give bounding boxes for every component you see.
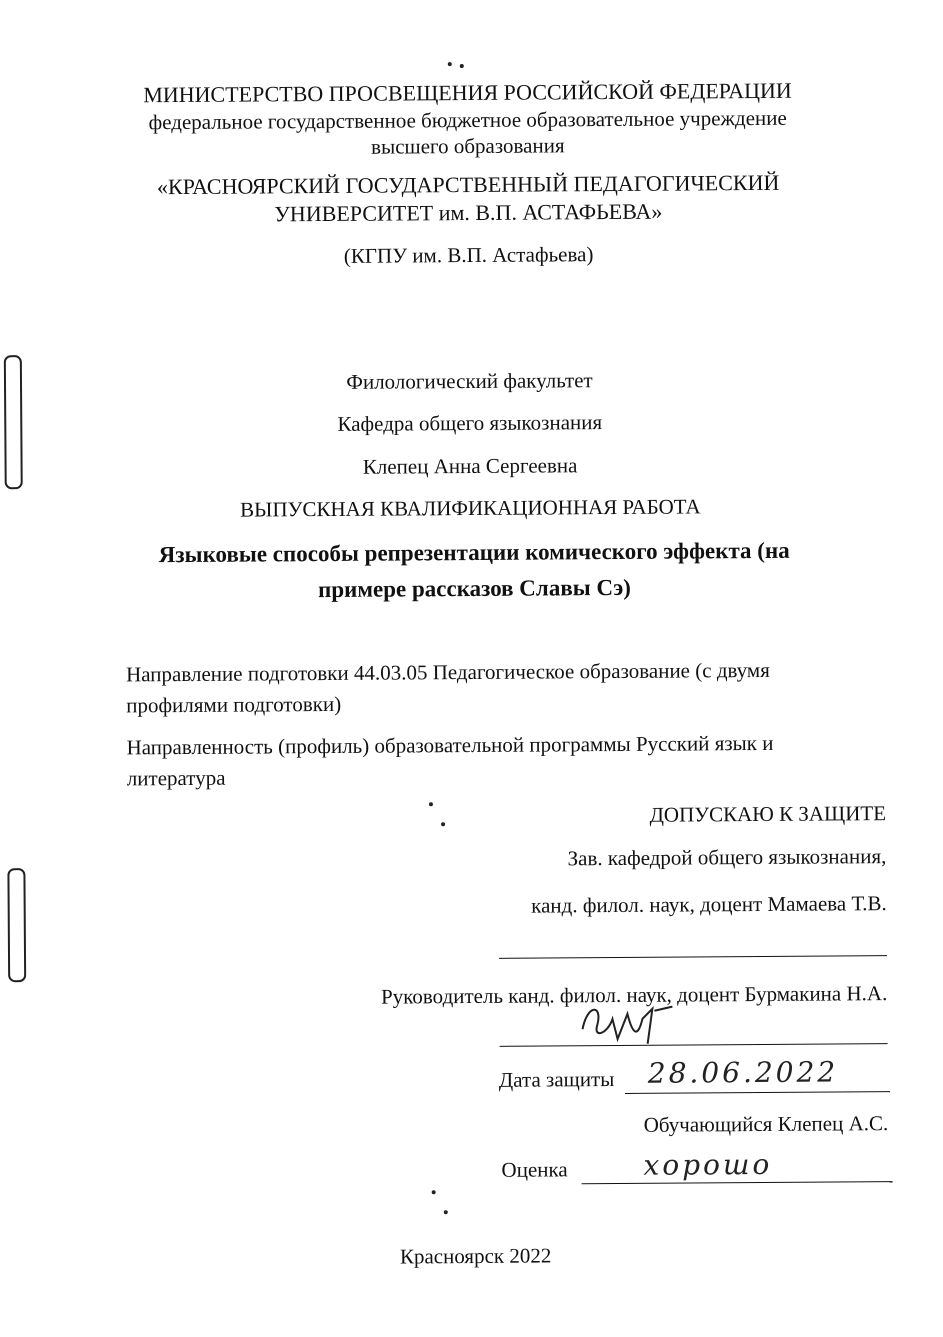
scan-dot xyxy=(444,1210,448,1214)
university-name-1: «КРАСНОЯРСКИЙ ГОСУДАРСТВЕННЫЙ ПЕДАГОГИЧЕСКИЙ xyxy=(156,169,780,200)
scan-dot xyxy=(432,1190,436,1194)
direction: Направление подготовки 44.03.05 Педагогическое образование (с двумя профилями подготовки) xyxy=(125,657,770,718)
defense-date: 28.06.2022 xyxy=(647,1055,839,1090)
binder-hole-mark xyxy=(7,868,26,982)
ministry: МИНИСТЕРСТВО ПРОСВЕЩЕНИЯ РОССИЙСКОЙ ФЕДЕРАЦИИ xyxy=(143,77,792,108)
student: Обучающийся Клепец А.С. xyxy=(643,1111,889,1137)
supervisor-signature-line xyxy=(500,1043,888,1047)
admit-label: ДОПУСКАЮ К ЗАЩИТЕ xyxy=(649,801,887,827)
university-abbr: (КГПУ им. В.П. Астафьева) xyxy=(343,242,594,268)
author: Клепец Анна Сергеевна xyxy=(362,453,578,479)
grade-line xyxy=(582,1181,893,1184)
scan-dot xyxy=(448,62,452,66)
head-name: канд. филол. наук, доцент Мамаева Т.В. xyxy=(531,891,887,918)
city-year: Красноярск 2022 xyxy=(399,1243,552,1269)
scan-dot xyxy=(460,64,464,68)
profile: Направленность (профиль) образовательной программы Русский язык и литература xyxy=(126,730,774,791)
scan-dot xyxy=(441,822,445,826)
university-name-2: УНИВЕРСИТЕТ им. В.П. АСТАФЬЕВА» xyxy=(274,198,663,227)
scan-dot xyxy=(429,802,433,806)
supervisor-signature xyxy=(572,999,682,1050)
head-position: Зав. кафедрой общего языкознания, xyxy=(567,844,887,871)
head-signature-line xyxy=(499,955,887,959)
defense-date-line xyxy=(625,1091,890,1094)
institution-level: высшего образования xyxy=(371,133,565,159)
supervisor: Руководитель канд. филол. наук, доцент Бурмакина Н.А. xyxy=(380,981,888,1009)
work-type: ВЫПУСКНАЯ КВАЛИФИКАЦИОННАЯ РАБОТА xyxy=(240,494,701,522)
department: Кафедра общего языкознания xyxy=(337,410,603,436)
grade: хорошо xyxy=(643,1147,773,1182)
defense-date-label: Дата защиты xyxy=(498,1067,615,1092)
grade-label: Оценка xyxy=(501,1157,568,1182)
faculty: Филологический факультет xyxy=(346,368,593,394)
institution-type: федеральное государственное бюджетное образовательное учреждение xyxy=(148,105,787,135)
thesis-title: Языковые способы репрезентации комического эффекта (на примере рассказов Славы Сэ) xyxy=(158,537,790,603)
